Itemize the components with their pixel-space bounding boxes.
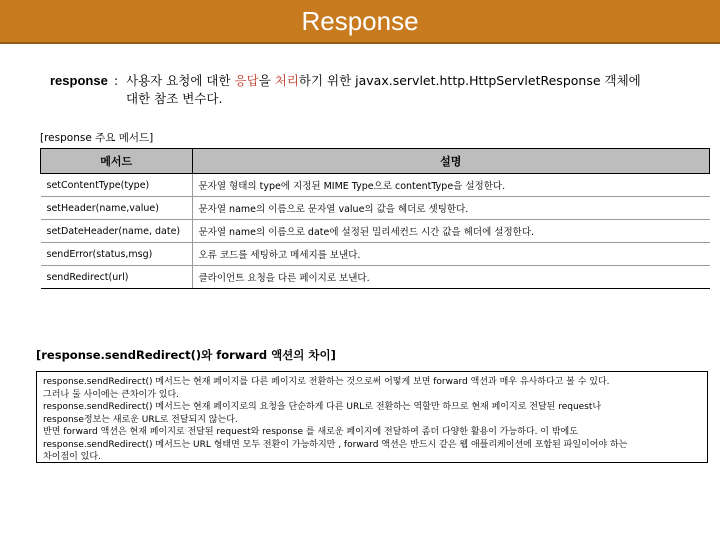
definition-text: 사용자 요청에 대한 [126,73,235,88]
column-header-description: 설명 [192,149,710,174]
method-cell: sendError(status,msg) [41,243,193,266]
definition-colon: : [114,73,119,88]
description-cell: 클라이언트 요청을 다른 페이지로 보낸다. [192,266,710,289]
difference-line: 차이점이 있다. [43,452,101,462]
description-cell: 문자열 형태의 type에 지정된 MIME Type으로 contentType을 설정한다. [192,174,710,197]
difference-line: 반면 forward 액션은 현재 페이지로 전달된 request와 response 를 새로운 페이지에 전달하여 좀더 다양한 활용이 가능하다. 이 밖에도 [43,427,578,437]
table-header-row [41,149,710,174]
method-cell: setHeader(name,value) [41,197,193,220]
description-cell: 문자열 name의 이름으로 date에 설정된 밀리세컨드 시간 값을 헤더에 설정한다. [192,220,710,243]
table-row [41,174,710,197]
difference-line: response.sendRedirect() 메서드는 URL 형태면 모두 전환이 가능하지만 , forward 액션은 반드시 같은 웹 애플리케이션에 포함된 파일이어야 하는 [43,439,628,450]
table-row [41,197,710,220]
page-title: Response [301,6,419,36]
definition-line-1 [126,72,686,90]
definition-text: 하기 위한 javax.servlet.http.HttpServletResponse 객체에 [298,73,641,88]
difference-line: response정보는 새로운 URL로 전달되지 않는다. [43,414,238,425]
column-header-method: 메서드 [41,149,193,174]
difference-line: response.sendRedirect() 메서드는 현재 페이지로의 요청을 단순하게 다른 URL로 전환하는 역할만 하므로 현재 페이지로 전달된 request나 [43,402,602,412]
method-cell: setContentType(type) [41,174,193,197]
definition-line-2: 대한 참조 변수다. [126,91,223,106]
title-bar [0,0,720,44]
definition-term: response [50,73,108,88]
highlight-word: 처리 [274,73,299,88]
method-cell: setDateHeader(name, date) [41,220,193,243]
table-row [41,266,710,289]
difference-heading: [response.sendRedirect()와 forward 액션의 차이] [36,348,336,362]
table-row [41,220,710,243]
description-cell: 문자열 name의 이름으로 문자열 value의 값을 헤더로 셋팅한다. [192,197,710,220]
table-row [41,243,710,266]
definition-body [126,72,686,108]
description-cell: 오류 코드를 세팅하고 메세지를 보낸다. [192,243,710,266]
method-cell: sendRedirect(url) [41,266,193,289]
difference-line: 그러나 둘 사이에는 큰차이가 있다. [43,389,180,400]
difference-line: response.sendRedirect() 메서드는 현재 페이지를 다른 페이지로 전환하는 것으로써 어떻게 보면 forward 액션과 매우 유사하다고 볼 수 있다. [43,377,610,387]
methods-table [40,148,710,289]
definition-text: 을 [258,73,275,88]
highlight-word: 응답 [234,73,259,88]
methods-heading: [response 주요 메서드] [40,132,154,144]
difference-box [36,371,708,463]
